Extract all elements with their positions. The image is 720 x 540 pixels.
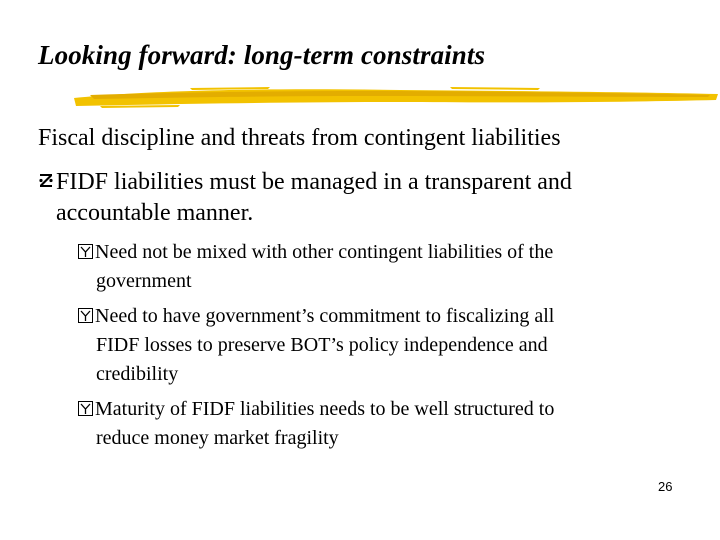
main-bullet [38,167,698,229]
sub-bullet-3-line1: Maturity of FIDF liabilities needs to be well structured to [95,398,555,420]
checkbox-y-icon [78,244,93,259]
sub-bullet-1-line2: government [96,270,192,292]
slide-title: Looking forward: long-term constraints [38,40,486,70]
main-bullet-line2: accountable manner. [56,200,254,226]
main-bullet-line1: FIDF liabilities must be managed in a transparent and [56,169,572,195]
sub-bullet-3-line2: reduce money market fragility [96,427,339,449]
sub-bullet-2-line2: FIDF losses to preserve BOT’s policy independence and [96,334,548,356]
sub-bullet-2-line1: Need to have government’s commitment to fiscalizing all [95,305,555,327]
sub-bullet-3 [78,395,678,453]
checkbox-y-icon [78,308,93,323]
page-number: 26 [658,479,673,494]
lead-heading: Fiscal discipline and threats from contingent liabilities [38,125,561,151]
sub-bullet-1 [78,238,678,296]
sub-bullet-2-line3: credibility [96,363,179,385]
checkbox-y-icon [78,401,93,416]
sub-bullet-1-line1: Need not be mixed with other contingent liabilities of the [95,241,554,263]
yellow-brush-underline [70,82,720,110]
sub-bullet-2 [78,302,678,389]
z-bullet-icon [38,167,56,198]
